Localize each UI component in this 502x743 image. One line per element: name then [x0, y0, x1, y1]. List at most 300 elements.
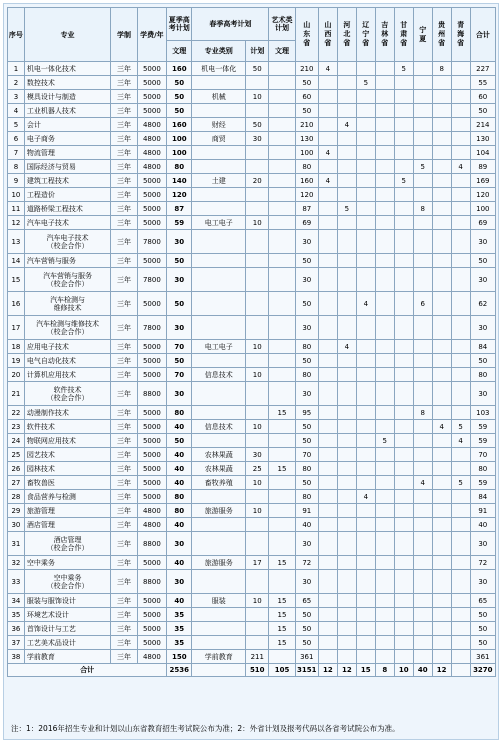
- cell-summer: 50: [167, 434, 192, 448]
- table-row: [8, 556, 496, 570]
- cell-sd: 160: [295, 174, 318, 188]
- cell-art: [269, 76, 295, 90]
- cell-years: 三年: [111, 650, 137, 664]
- cell-plan: 10: [246, 420, 269, 434]
- cell-sd: 50: [295, 608, 318, 622]
- cell-sx: [318, 622, 337, 636]
- cell-major: 电子商务: [24, 132, 110, 146]
- cell-gz: [432, 268, 451, 292]
- cell-art: [269, 340, 295, 354]
- header-province-hb: 河北省: [337, 8, 356, 62]
- cell-sd: 30: [295, 532, 318, 556]
- cell-jl: [375, 608, 394, 622]
- cell-cat: [192, 146, 246, 160]
- cell-gz: [432, 216, 451, 230]
- cell-fee: 5000: [137, 76, 167, 90]
- cell-sx: [318, 292, 337, 316]
- cell-major: 机电一体化技术: [24, 62, 110, 76]
- cell-years: 三年: [111, 570, 137, 594]
- cell-gs: [394, 368, 413, 382]
- cell-sd: 361: [295, 650, 318, 664]
- cell-sx: [318, 76, 337, 90]
- cell-sd: 50: [295, 636, 318, 650]
- cell-jl: [375, 476, 394, 490]
- cell-ln: [356, 118, 375, 132]
- cell-art: [269, 146, 295, 160]
- cell-gz: [432, 650, 451, 664]
- cell-plan: [246, 254, 269, 268]
- table-row: [8, 90, 496, 104]
- cell-qh: [451, 254, 470, 268]
- cell-fee: 5000: [137, 368, 167, 382]
- cell-qh: 5: [451, 420, 470, 434]
- cell-years: 三年: [111, 636, 137, 650]
- cell-years: 三年: [111, 420, 137, 434]
- cell-sx: [318, 382, 337, 406]
- cell-years: 三年: [111, 202, 137, 216]
- cell-art: [269, 448, 295, 462]
- cell-seq: 5: [8, 118, 25, 132]
- cell-jl: [375, 594, 394, 608]
- table-row: [8, 448, 496, 462]
- cell-seq: 28: [8, 490, 25, 504]
- cell-qh: [451, 382, 470, 406]
- cell-gz: [432, 504, 451, 518]
- table-row: [8, 532, 496, 556]
- cell-ln: [356, 518, 375, 532]
- cell-jl: [375, 532, 394, 556]
- cell-ln: [356, 188, 375, 202]
- header-province-gs: 甘肃省: [394, 8, 413, 62]
- cell-art: [269, 532, 295, 556]
- table-row: [8, 608, 496, 622]
- cell-sd: 50: [295, 434, 318, 448]
- cell-hb: [337, 462, 356, 476]
- cell-sx: 4: [318, 146, 337, 160]
- cell-summer: 35: [167, 622, 192, 636]
- cell-sd: 30: [295, 570, 318, 594]
- header-province-sd: 山东省: [295, 8, 318, 62]
- cell-major: 数控技术: [24, 76, 110, 90]
- cell-fee: 5000: [137, 594, 167, 608]
- cell-fee: 5000: [137, 354, 167, 368]
- cell-fee: 4800: [137, 160, 167, 174]
- cell-jl: [375, 316, 394, 340]
- cell-total: 89: [470, 160, 495, 174]
- cell-gs: [394, 292, 413, 316]
- cell-gs: [394, 636, 413, 650]
- cell-seq: 9: [8, 174, 25, 188]
- cell-seq: 15: [8, 268, 25, 292]
- cell-major: 汽车电子技术: [24, 216, 110, 230]
- cell-sx: [318, 90, 337, 104]
- cell-sd: 50: [295, 104, 318, 118]
- cell-jl: [375, 504, 394, 518]
- cell-nx: [413, 518, 432, 532]
- cell-gs: [394, 160, 413, 174]
- cell-qh: [451, 292, 470, 316]
- cell-plan: [246, 490, 269, 504]
- cell-jl: [375, 76, 394, 90]
- cell-art: 15: [269, 622, 295, 636]
- cell-gz: [432, 476, 451, 490]
- cell-gz: [432, 406, 451, 420]
- cell-hb: [337, 622, 356, 636]
- cell-sd: 50: [295, 254, 318, 268]
- cell-fee: 8800: [137, 570, 167, 594]
- cell-nx: 8: [413, 202, 432, 216]
- cell-cat: 服装: [192, 594, 246, 608]
- cell-sx: [318, 340, 337, 354]
- cell-cat: [192, 268, 246, 292]
- cell-gs: [394, 434, 413, 448]
- cell-gs: [394, 382, 413, 406]
- cell-sx: [318, 254, 337, 268]
- subheader-spring-category: 专业类别: [192, 41, 246, 62]
- cell-years: 三年: [111, 254, 137, 268]
- cell-gs: [394, 622, 413, 636]
- cell-plan: [246, 292, 269, 316]
- cell-fee: 4800: [137, 132, 167, 146]
- cell-fee: 5000: [137, 340, 167, 354]
- cell-total: 80: [470, 368, 495, 382]
- cell-seq: 36: [8, 622, 25, 636]
- cell-years: 三年: [111, 216, 137, 230]
- cell-summer: 30: [167, 382, 192, 406]
- cell-hb: [337, 368, 356, 382]
- subheader-art-wenli: 文理: [269, 41, 295, 62]
- cell-summer: 35: [167, 608, 192, 622]
- cell-sd: 210: [295, 118, 318, 132]
- cell-jl: [375, 254, 394, 268]
- cell-total: 50: [470, 608, 495, 622]
- cell-plan: [246, 316, 269, 340]
- cell-sx: [318, 532, 337, 556]
- cell-ln: [356, 90, 375, 104]
- cell-summer: 35: [167, 636, 192, 650]
- cell-sx: [318, 132, 337, 146]
- cell-major: 汽车检测与维修技术 （校企合作）: [24, 316, 110, 340]
- cell-qh: [451, 340, 470, 354]
- cell-jl: [375, 90, 394, 104]
- cell-plan: 25: [246, 462, 269, 476]
- cell-major: 道路桥梁工程技术: [24, 202, 110, 216]
- cell-seq: 23: [8, 420, 25, 434]
- cell-major: 电气自动化技术: [24, 354, 110, 368]
- cell-total: 30: [470, 268, 495, 292]
- cell-hb: [337, 230, 356, 254]
- cell-fee: 5000: [137, 292, 167, 316]
- cell-total: 62: [470, 292, 495, 316]
- cell-hb: [337, 146, 356, 160]
- cell-hb: [337, 160, 356, 174]
- cell-gs: [394, 420, 413, 434]
- cell-hb: [337, 354, 356, 368]
- cell-ln: [356, 268, 375, 292]
- cell-qh: [451, 132, 470, 146]
- totals-nx: 40: [413, 664, 432, 677]
- cell-sd: 120: [295, 188, 318, 202]
- cell-years: 三年: [111, 316, 137, 340]
- cell-jl: [375, 354, 394, 368]
- cell-seq: 7: [8, 146, 25, 160]
- cell-ln: [356, 254, 375, 268]
- cell-hb: [337, 518, 356, 532]
- cell-total: 84: [470, 340, 495, 354]
- cell-sd: 100: [295, 146, 318, 160]
- cell-gz: [432, 462, 451, 476]
- cell-art: [269, 292, 295, 316]
- cell-summer: 40: [167, 462, 192, 476]
- cell-gz: [432, 608, 451, 622]
- table-row: [8, 160, 496, 174]
- cell-gz: [432, 622, 451, 636]
- cell-jl: [375, 382, 394, 406]
- cell-cat: [192, 518, 246, 532]
- cell-sd: 69: [295, 216, 318, 230]
- cell-seq: 19: [8, 354, 25, 368]
- cell-fee: 5000: [137, 636, 167, 650]
- cell-major: 工程造价: [24, 188, 110, 202]
- cell-cat: [192, 382, 246, 406]
- cell-gz: [432, 76, 451, 90]
- cell-cat: [192, 188, 246, 202]
- cell-gs: [394, 216, 413, 230]
- cell-sx: [318, 160, 337, 174]
- cell-years: 三年: [111, 90, 137, 104]
- cell-sd: 40: [295, 518, 318, 532]
- cell-plan: [246, 354, 269, 368]
- cell-seq: 35: [8, 608, 25, 622]
- cell-total: 59: [470, 420, 495, 434]
- cell-summer: 80: [167, 406, 192, 420]
- cell-seq: 31: [8, 532, 25, 556]
- cell-seq: 24: [8, 434, 25, 448]
- cell-sx: [318, 268, 337, 292]
- cell-gs: [394, 504, 413, 518]
- cell-ln: [356, 160, 375, 174]
- cell-fee: 5000: [137, 188, 167, 202]
- cell-summer: 80: [167, 504, 192, 518]
- cell-qh: [451, 230, 470, 254]
- cell-hb: [337, 292, 356, 316]
- cell-summer: 30: [167, 316, 192, 340]
- cell-gs: [394, 532, 413, 556]
- cell-jl: [375, 636, 394, 650]
- cell-ln: [356, 622, 375, 636]
- cell-art: [269, 316, 295, 340]
- cell-gz: [432, 90, 451, 104]
- cell-summer: 140: [167, 174, 192, 188]
- cell-years: 三年: [111, 230, 137, 254]
- cell-cat: [192, 292, 246, 316]
- cell-summer: 80: [167, 490, 192, 504]
- cell-hb: 5: [337, 202, 356, 216]
- cell-ln: [356, 420, 375, 434]
- totals-qh: [451, 664, 470, 677]
- table-row: [8, 570, 496, 594]
- cell-hb: [337, 90, 356, 104]
- cell-plan: 50: [246, 62, 269, 76]
- cell-gs: [394, 476, 413, 490]
- cell-cat: [192, 316, 246, 340]
- table-row: [8, 594, 496, 608]
- cell-sx: [318, 188, 337, 202]
- cell-gz: [432, 132, 451, 146]
- cell-sx: [318, 556, 337, 570]
- cell-cat: [192, 490, 246, 504]
- cell-nx: [413, 650, 432, 664]
- table-row: [8, 316, 496, 340]
- cell-sd: 210: [295, 62, 318, 76]
- cell-nx: [413, 420, 432, 434]
- cell-years: 三年: [111, 160, 137, 174]
- table-row: [8, 518, 496, 532]
- header-seq: 序号: [8, 8, 25, 62]
- cell-art: [269, 118, 295, 132]
- cell-sd: 30: [295, 316, 318, 340]
- cell-seq: 20: [8, 368, 25, 382]
- cell-summer: 30: [167, 532, 192, 556]
- totals-category: [192, 664, 246, 677]
- cell-ln: [356, 368, 375, 382]
- cell-major: 物联网应用技术: [24, 434, 110, 448]
- cell-cat: [192, 622, 246, 636]
- table-row: [8, 382, 496, 406]
- cell-sd: 50: [295, 420, 318, 434]
- cell-nx: [413, 104, 432, 118]
- cell-hb: [337, 382, 356, 406]
- cell-jl: [375, 118, 394, 132]
- cell-years: 三年: [111, 532, 137, 556]
- cell-years: 三年: [111, 490, 137, 504]
- cell-major: 工业机器人技术: [24, 104, 110, 118]
- cell-ln: [356, 382, 375, 406]
- cell-total: 69: [470, 216, 495, 230]
- cell-hb: [337, 504, 356, 518]
- cell-fee: 5000: [137, 420, 167, 434]
- cell-seq: 25: [8, 448, 25, 462]
- cell-sd: 95: [295, 406, 318, 420]
- cell-summer: 50: [167, 292, 192, 316]
- cell-sx: [318, 476, 337, 490]
- cell-years: 三年: [111, 434, 137, 448]
- cell-cat: [192, 202, 246, 216]
- cell-gz: [432, 230, 451, 254]
- table-row: [8, 340, 496, 354]
- cell-cat: [192, 532, 246, 556]
- cell-fee: 8800: [137, 532, 167, 556]
- cell-cat: 畜牧养殖: [192, 476, 246, 490]
- cell-qh: [451, 622, 470, 636]
- cell-nx: [413, 268, 432, 292]
- cell-years: 三年: [111, 132, 137, 146]
- cell-plan: [246, 268, 269, 292]
- cell-major: 空中乘务: [24, 556, 110, 570]
- footnote: 注：1：2016年招生专业和计划以山东省教育招生考试院公布为准；2：外省计划及报考代码以各省考试院公布为准。: [11, 724, 400, 733]
- cell-nx: [413, 594, 432, 608]
- cell-nx: [413, 504, 432, 518]
- cell-sx: 4: [318, 174, 337, 188]
- cell-gz: [432, 556, 451, 570]
- cell-ln: [356, 202, 375, 216]
- cell-nx: [413, 340, 432, 354]
- cell-cat: [192, 104, 246, 118]
- cell-ln: [356, 216, 375, 230]
- cell-sx: [318, 368, 337, 382]
- totals-sd: 3151: [295, 664, 318, 677]
- cell-total: 50: [470, 636, 495, 650]
- cell-total: 50: [470, 104, 495, 118]
- cell-ln: [356, 608, 375, 622]
- cell-fee: 5000: [137, 202, 167, 216]
- cell-total: 120: [470, 188, 495, 202]
- cell-total: 104: [470, 146, 495, 160]
- cell-seq: 6: [8, 132, 25, 146]
- cell-summer: 40: [167, 594, 192, 608]
- cell-jl: [375, 490, 394, 504]
- cell-gz: [432, 448, 451, 462]
- totals-ln: 15: [356, 664, 375, 677]
- cell-cat: [192, 636, 246, 650]
- cell-major: 食品营养与检测: [24, 490, 110, 504]
- cell-sx: 4: [318, 62, 337, 76]
- cell-fee: 4800: [137, 650, 167, 664]
- totals-sx: 12: [318, 664, 337, 677]
- table-row: [8, 76, 496, 90]
- cell-sx: [318, 104, 337, 118]
- cell-hb: [337, 570, 356, 594]
- cell-fee: 5000: [137, 448, 167, 462]
- cell-qh: [451, 556, 470, 570]
- cell-nx: [413, 76, 432, 90]
- cell-qh: [451, 202, 470, 216]
- cell-jl: [375, 406, 394, 420]
- cell-plan: [246, 382, 269, 406]
- cell-sx: [318, 636, 337, 650]
- cell-jl: [375, 230, 394, 254]
- table-row: [8, 292, 496, 316]
- cell-major: 软件技术 （校企合作）: [24, 382, 110, 406]
- cell-cat: 旅游服务: [192, 556, 246, 570]
- cell-total: 72: [470, 556, 495, 570]
- cell-nx: [413, 462, 432, 476]
- cell-nx: [413, 490, 432, 504]
- header-total: 合计: [470, 8, 495, 62]
- cell-nx: [413, 382, 432, 406]
- cell-fee: 5000: [137, 62, 167, 76]
- cell-plan: 30: [246, 132, 269, 146]
- cell-cat: [192, 434, 246, 448]
- cell-total: 40: [470, 518, 495, 532]
- cell-gz: [432, 104, 451, 118]
- cell-hb: [337, 76, 356, 90]
- cell-gz: [432, 202, 451, 216]
- cell-qh: 5: [451, 476, 470, 490]
- cell-gz: [432, 118, 451, 132]
- cell-gs: [394, 490, 413, 504]
- header-art: 艺术类计划: [269, 8, 295, 41]
- cell-major: 物流管理: [24, 146, 110, 160]
- cell-summer: 40: [167, 518, 192, 532]
- cell-plan: [246, 434, 269, 448]
- cell-nx: [413, 188, 432, 202]
- cell-qh: 4: [451, 434, 470, 448]
- cell-ln: [356, 448, 375, 462]
- cell-sd: 80: [295, 490, 318, 504]
- cell-jl: [375, 174, 394, 188]
- cell-hb: [337, 268, 356, 292]
